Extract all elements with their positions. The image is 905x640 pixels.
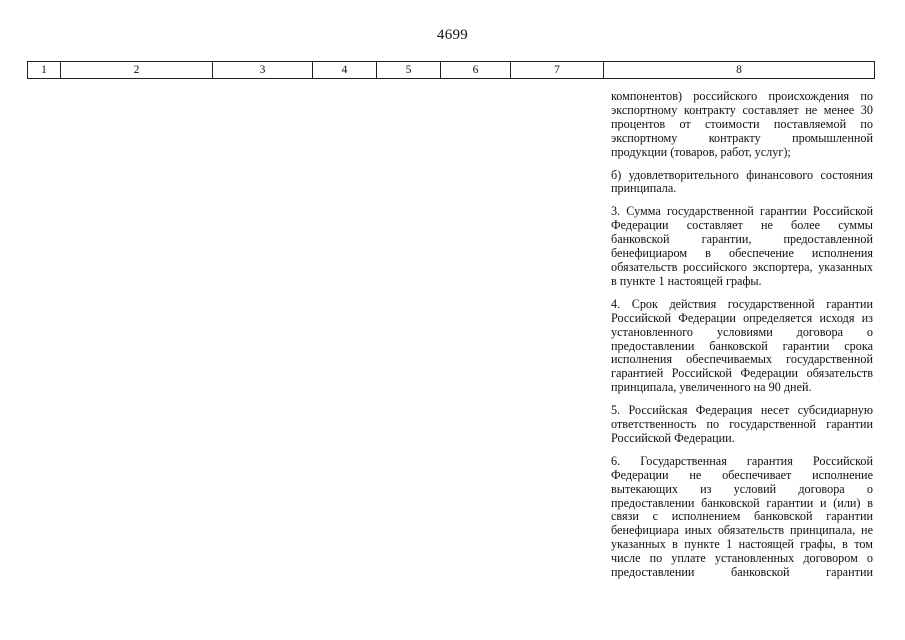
column-header-table (27, 61, 875, 79)
paragraph-item-b: б) удовлетворительного финансового состояния принципала. (611, 167, 873, 196)
column-header-cell: 3 (213, 62, 313, 79)
column-header-cell: 8 (604, 62, 875, 79)
paragraph-item-6: 6. Государственная гарантия Российской Федерации не обеспечивает исполнение вытекающих из условий договора о предоставлении банковской гарантии и (или) в связи с исполнением банковской гарантии бенефициара иных обязательств принципала, не указанных в пункте 1 настоящей графы, в том числе по уплате установленных договором о предоставлении банковской гарантии (611, 453, 873, 580)
paragraph-continuation: компонентов) российского происхождения по экспортному контракту составляет не менее 30 процентов от стоимости поставляемой по экспортному контракту промышленной продукции (товаров, работ, услуг); (611, 89, 873, 159)
paragraph-item-4: 4. Срок действия государственной гарантии Российской Федерации определяется исходя из установленного условиями договора о предоставлении банковской гарантии срока исполнения обеспечиваемых государственной гарантией Российской Федерации обязательств принципала, увеличенного на 90 дней. (611, 296, 873, 395)
column-header-cell: 4 (313, 62, 377, 79)
page-number: 4699 (436, 27, 469, 43)
column-8-text (611, 90, 873, 580)
paragraph-item-5: 5. Российская Федерация несет субсидиарную ответственность по государственной гарантии Российской Федерации. (611, 403, 873, 445)
column-header-row (28, 62, 875, 79)
column-header-cell: 1 (28, 62, 61, 79)
column-header-cell: 6 (441, 62, 511, 79)
column-header-cell: 5 (377, 62, 441, 79)
column-header-cell: 7 (511, 62, 604, 79)
paragraph-item-3: 3. Сумма государственной гарантии Российской Федерации составляет не более суммы банковской гарантии, предоставленной бенефициаром в обеспечение исполнения обязательств российского экспортера, указанных в пункте 1 настоящей графы. (611, 204, 873, 288)
column-header-cell: 2 (61, 62, 213, 79)
